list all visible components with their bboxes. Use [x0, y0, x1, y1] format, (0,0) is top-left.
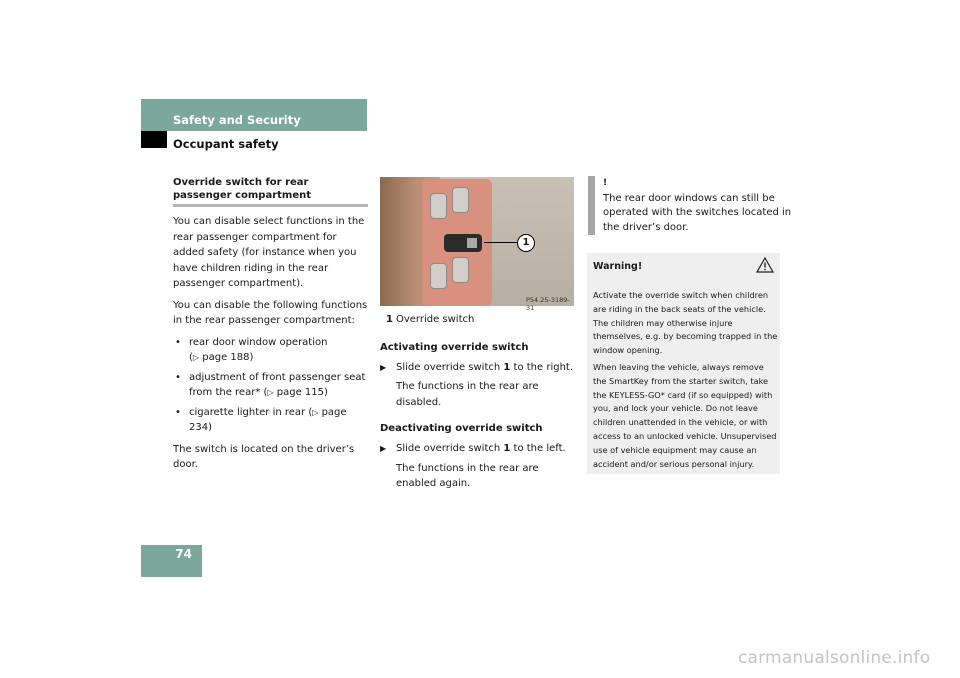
heading-rule: [173, 204, 368, 207]
window-switch-icon: [452, 187, 469, 213]
left-column: [173, 176, 368, 479]
activating-heading: Activating override switch: [380, 341, 529, 353]
reference-arrow-icon: ▷: [192, 353, 200, 362]
note-mark: !: [603, 178, 608, 188]
activating-result: The functions in the rear are disabled.: [396, 381, 539, 408]
callout-number: 1: [517, 234, 535, 252]
page-reference-link[interactable]: page 188: [202, 352, 250, 363]
note-text: The rear door windows can still be operated with the switches located in the driver’s door.: [603, 192, 792, 233]
override-switch-heading: Override switch for rear passenger compartment: [173, 177, 312, 201]
window-switch-icon: [430, 263, 447, 289]
deactivating-heading: Deactivating override switch: [380, 423, 543, 434]
override-switch-photo: [380, 177, 574, 312]
switch-location-text: The switch is located on the driver’s door.: [173, 443, 355, 470]
warning-triangle-icon: [756, 257, 774, 273]
callout-leader-line: [484, 242, 518, 243]
functions-list: [173, 335, 368, 436]
list-item: • cigarette lighter in rear (▷ page 234): [173, 405, 368, 436]
note-box: [588, 176, 795, 235]
page-reference-link[interactable]: page 115: [276, 387, 324, 398]
chapter-title: Safety and Security: [173, 113, 301, 127]
reference-arrow-icon: ▷: [312, 407, 319, 417]
functions-intro: You can disable the following functions in the rear passenger compartment:: [173, 299, 368, 326]
middle-column: [380, 312, 574, 504]
warning-paragraph: Activate the override switch when children are riding in the back seats of the vehicle. The children may otherwise injure themselves, e.g. by becoming trapped in the window opening.: [593, 290, 778, 356]
activating-step: ▶ Slide override switch 1 to the right.: [380, 360, 574, 376]
window-switch-icon: [452, 257, 469, 283]
watermark-text: carmanualsonline.info: [738, 648, 931, 668]
list-item: • rear door window operation (▷ page 188): [173, 335, 368, 366]
list-item: • adjustment of front passenger seat from the rear* (▷ page 115): [173, 370, 368, 401]
warning-paragraph: When leaving the vehicle, always remove the SmartKey from the starter switch, take the KEYLESS-GO* card (if so equipped) with you, and lock your vehicle. Do not leave children unattended in the vehicle, or with access to an unlocked vehicle. Unsupervised use of vehicle equipment may cause an accident and/or serious personal injury.: [593, 361, 777, 469]
figure-caption: 1 Override switch: [386, 314, 475, 325]
deactivating-step: ▶ Slide override switch 1 to the left.: [380, 441, 574, 457]
deactivating-result: The functions in the rear are enabled again.: [396, 462, 539, 489]
section-title: Occupant safety: [173, 137, 279, 151]
window-switch-icon: [430, 193, 447, 219]
section-marker: [141, 131, 167, 148]
figure-code: P54.25-3189-31: [526, 296, 570, 312]
page-number: 74: [175, 547, 192, 561]
page-reference-link[interactable]: page 234: [189, 406, 347, 433]
warning-title: Warning!: [593, 261, 643, 272]
reference-arrow-icon: ▷: [267, 388, 274, 397]
warning-box: [587, 253, 780, 474]
intro-paragraph: You can disable select functions in the rear passenger compartment for added safety (for instance when you have children riding in the rear passenger compartment).: [173, 216, 365, 289]
override-switch-icon: [444, 234, 482, 252]
warning-body: [593, 289, 778, 474]
